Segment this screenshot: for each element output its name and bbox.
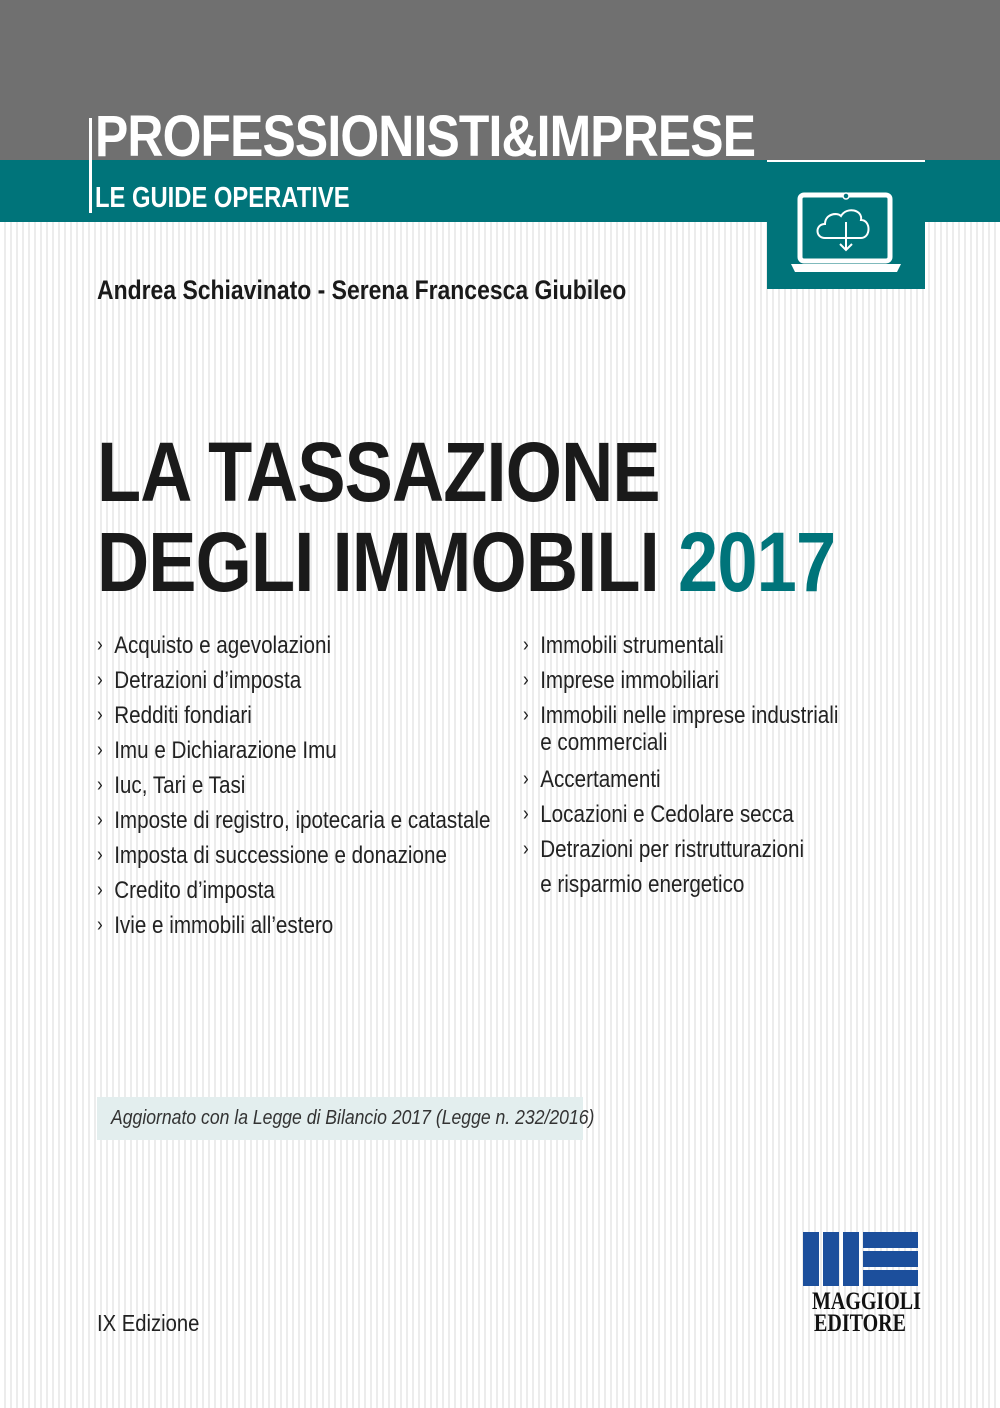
title-year: 2017 xyxy=(678,515,836,609)
maggioli-logo-mark-icon xyxy=(800,1230,920,1286)
publisher-logo xyxy=(800,1230,920,1335)
publisher-name: MAGGIOLI xyxy=(812,1288,921,1315)
topics-left xyxy=(97,628,555,943)
topic-item: › Acquisto e agevolazioni xyxy=(97,632,332,659)
topic-item: › Redditi fondiari xyxy=(97,702,252,729)
topic-item: › Detrazioni per ristrutturazioni xyxy=(523,836,805,863)
authors: Andrea Schiavinato - Serena Francesca Giubileo xyxy=(97,275,627,305)
topic-item-continuation: e commerciali xyxy=(540,729,668,756)
publisher-subname: EDITORE xyxy=(814,1310,906,1337)
update-note: Aggiornato con la Legge di Bilancio 2017 (Legge n. 232/2016) xyxy=(97,1097,583,1140)
series-divider xyxy=(89,118,92,213)
series-title: PROFESSIONISTI&IMPRESE xyxy=(95,104,756,169)
topic-item: › Detrazioni d’imposta xyxy=(97,667,302,694)
topic-item: › Credito d’imposta xyxy=(97,877,275,904)
topic-item: › Imposte di registro, ipotecaria e catastale xyxy=(97,807,491,834)
topic-item: › Imposta di successione e donazione xyxy=(97,842,447,869)
edition: IX Edizione xyxy=(97,1310,200,1336)
topic-item: › Imprese immobiliari xyxy=(523,667,720,694)
book-title-line1: LA TASSAZIONE xyxy=(97,425,660,519)
topic-item: › Immobili nelle imprese industriali xyxy=(523,702,839,729)
topic-item: › Iuc, Tari e Tasi xyxy=(97,772,246,799)
topic-item-continuation: e risparmio energetico xyxy=(540,871,745,898)
download-badge xyxy=(767,160,925,289)
series-subtitle: LE GUIDE OPERATIVE xyxy=(95,182,350,214)
topic-item: › Locazioni e Cedolare secca xyxy=(523,801,794,828)
laptop-cloud-download-icon xyxy=(767,162,925,291)
title-line2-text: DEGLI IMMOBILI xyxy=(97,515,659,609)
topic-item: › Ivie e immobili all’estero xyxy=(97,912,334,939)
book-title-line2 xyxy=(97,514,835,611)
topic-item: › Immobili strumentali xyxy=(523,632,724,659)
topic-item: › Imu e Dichiarazione Imu xyxy=(97,737,337,764)
topic-item: › Accertamenti xyxy=(523,766,661,793)
topics-right xyxy=(523,628,890,902)
